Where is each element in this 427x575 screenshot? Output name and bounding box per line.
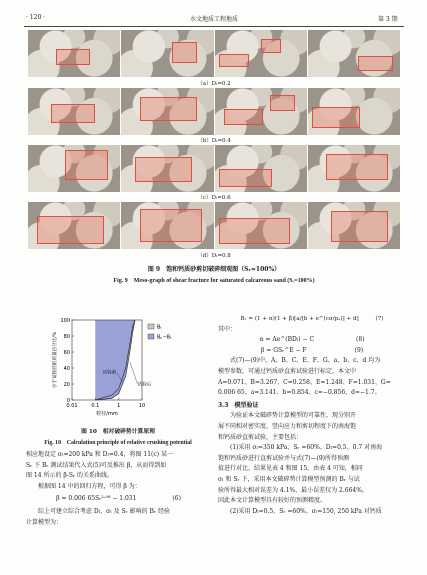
y-tick-label: 100 xyxy=(60,318,70,324)
text-line: 0.006 65、a=3.141、b=0.854、c=−0.856、d=−1.7。 xyxy=(218,389,381,397)
photo xyxy=(28,202,120,249)
figure-10-chart xyxy=(28,312,208,426)
photo xyxy=(121,30,213,77)
equation-6: β = 0.006 65Sᵣ²·⁰⁸ − 1.031 (6) xyxy=(56,495,181,503)
figure-10-caption-cn: 图 10 相对破碎势计算原理 xyxy=(81,429,155,435)
text-line: (2)采用 Dₗ=0.5、Sᵣ =60%、σₗ=150, 250 kPa 对钙质 xyxy=(218,507,382,515)
photo xyxy=(28,88,120,135)
subcaption-b: （b）Dₗ=0.4 xyxy=(197,138,231,144)
text-line: 根据图 14 中的回归方程，可得 β 为： xyxy=(26,482,141,490)
y-axis-label: 小于某粒径的质量百分比/% xyxy=(53,331,58,389)
text-line: 为验证本文破碎势计算模型的可靠性，现分别开 xyxy=(218,412,357,420)
photo xyxy=(308,202,400,249)
y-tick-label: 40 xyxy=(63,366,70,372)
legend-swatch-0 xyxy=(148,324,154,329)
x-tick-label: 0.1 xyxy=(91,403,100,409)
subcaption-d: （d）Dₗ=0.8 xyxy=(197,253,231,259)
photo-row-a xyxy=(28,30,400,77)
subcaption-a: （a）Dₗ=0.2 xyxy=(197,81,231,87)
x-tick-label: 0.01 xyxy=(66,403,78,409)
header-rule xyxy=(24,26,404,27)
y-tick-label: 60 xyxy=(63,350,70,356)
photo xyxy=(215,145,307,192)
photo xyxy=(121,202,213,249)
annotation-before: 试验前 xyxy=(102,370,117,376)
figure-9-photos-d xyxy=(28,202,400,249)
legend-label-0: Bₜ xyxy=(157,324,162,331)
figure-9-photos-b xyxy=(28,88,400,135)
photo xyxy=(308,30,400,77)
x-axis-label: 粒径/mm xyxy=(96,411,118,417)
photo xyxy=(215,30,307,77)
x-tick-label: 10 xyxy=(138,403,146,409)
right-column-text xyxy=(218,314,406,517)
text-line: 相应地设定 σₗ=200 kPa 和 Dₗ=0.4，将图 11(c) 某一 xyxy=(26,451,173,458)
text-line: 验所得最大相对误差为 4.1%，最小误差仅为 2.664%， xyxy=(218,486,368,494)
figure-9-photos-c xyxy=(28,145,400,192)
issue-number: 第 3 期 xyxy=(378,16,398,23)
equation-7: Bᵣ = (1 + α)(1 + β)[a/[b + e^(cσ/pₐ)] + d] (7) xyxy=(240,316,384,322)
photo xyxy=(215,202,307,249)
text-line: 式(7)—(9)中，A、B、C、E、F、G、a、b、c、d 均为 xyxy=(218,357,381,365)
y-tick-label: 20 xyxy=(63,382,70,388)
text-line: 和钙质砂直剪试验，主要包括： xyxy=(218,433,303,441)
text-line: 图 14 所示的 β-Sᵣ 的关系曲线。 xyxy=(26,472,113,480)
annotation-after-leader xyxy=(130,362,138,384)
text-line: 值进行对比，结果见表 4 和图 15。由表 4 可知，相同 xyxy=(218,465,363,473)
text-line: Sᵣ 下 Bᵣ 测试结果代入式(5)可反推出 β，从而得到如 xyxy=(26,461,167,469)
journal-title: 水文地质工程地质 xyxy=(190,16,239,23)
photo xyxy=(308,88,400,135)
text-line: 模型参数，可通过钙质砂直剪试验进行标定，本文中 xyxy=(218,367,357,375)
x-tick-label: 1 xyxy=(117,403,121,409)
text-line: σₗ 和 Sᵣ 下，采用本文破碎势计算模型预测的 Bᵣ 与试 xyxy=(218,475,360,483)
text-line: 展不同相对密实度、竖向应力和剪切程度下的南海饱 xyxy=(218,422,357,430)
text-line: 计算模型为： xyxy=(26,518,63,526)
left-column-text xyxy=(26,450,211,528)
photo xyxy=(121,145,213,192)
y-tick-label: 0 xyxy=(66,398,70,404)
legend-label-1: Bₚ−Bₜ xyxy=(157,334,172,341)
section-heading: 3.3 模型验证 xyxy=(218,401,259,409)
figure-9-caption-cn: 图 9 饱和钙质砂剪切破碎细观图（Sᵣ=100%） xyxy=(147,266,281,273)
text-line: (1)采用 σₗ=350 kPa、Sᵣ =60%、Dₗ=0.5、0.7 对南海 xyxy=(218,444,383,452)
annotation-after: 试验后 xyxy=(137,382,152,388)
where-label: 其中： xyxy=(218,325,237,333)
text-line: A=0.071、B=3.267、C=0.258、E=1.248、F=1.031、G= xyxy=(218,378,391,386)
photo xyxy=(308,145,400,192)
legend-swatch-1 xyxy=(148,334,154,339)
photo xyxy=(28,145,120,192)
subcaption-c: （c）Dₗ=0.6 xyxy=(197,195,231,201)
y-tick-label: 80 xyxy=(63,334,70,340)
equation-9: β = GSᵣ^E − F (9) xyxy=(260,346,364,354)
figure-9-caption-en: Fig. 9 Meso-graph of shear fracture for saturated calcareous sand (Sᵣ=100%) xyxy=(113,278,315,284)
photo xyxy=(28,30,120,77)
page-number: · 120 · xyxy=(26,14,46,21)
chart-svg xyxy=(28,312,208,422)
text-line: 因此本文计算模型具有较好的预测精度。 xyxy=(218,497,327,505)
equation-8: α = Ae^(BDₗ) − C (8) xyxy=(259,336,365,344)
text-line: 饱和钙质砂进行直剪试验并与式(7)—(9)所得预测 xyxy=(218,454,349,462)
photo xyxy=(215,88,307,135)
photo xyxy=(121,88,213,135)
text-line: 综上可建立综合考虑 Dₗ、σₗ 及 Sᵣ 影响的 Bᵣ 经验 xyxy=(26,507,170,515)
area-bp-top xyxy=(95,320,135,400)
figure-10-caption-en: Fig. 10 Calculation principle of relative crushing potential xyxy=(44,440,192,446)
figure-9-photos xyxy=(28,30,400,77)
